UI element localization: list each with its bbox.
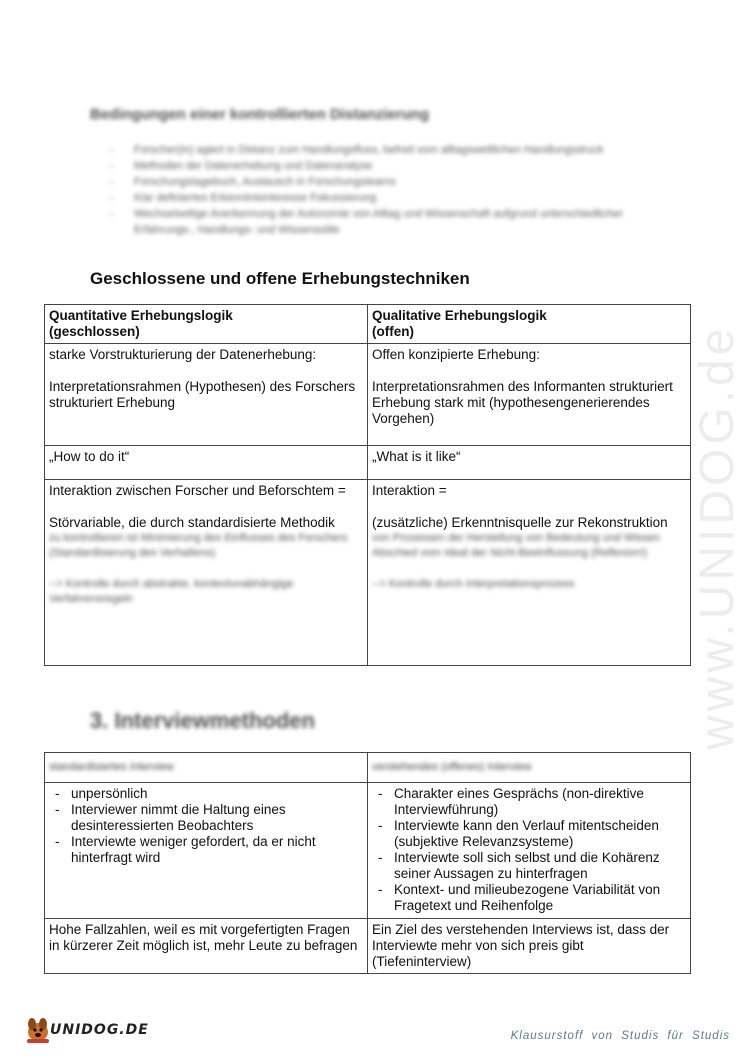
table-header-cell [368,305,691,344]
cell-text: Interaktion zwischen Forscher und Beforschtem = [49,483,346,498]
table-row [45,344,691,446]
intro-list [110,142,650,238]
cell-text: Offen konzipierte Erhebung: [372,347,540,362]
header-line: Quantitative Erhebungslogik [49,308,233,323]
cell-text: Interpretationsrahmen (Hypothesen) des Forschers strukturiert Erhebung [49,379,356,410]
list-item: - Interviewte soll sich selbst und die Kohärenz seiner Aussagen zu hinterfragen [372,850,686,882]
header-line: Qualitative Erhebungslogik [372,308,547,323]
blurred-text: zu kontrollieren ist Minimierung des Einflusses des Forschers (Standardisierung des Verhaltens) [49,532,348,559]
table-cell: „How to do it“ [45,446,368,480]
table-cell: Ein Ziel des verstehenden Interviews ist, dass der Interviewte mehr von sich preis gibt (Tiefeninterview) [368,919,691,974]
table-cell: „What is it like“ [368,446,691,480]
list-item: - Kontext- und milieubezogene Variabilität von Fragetext und Reihenfolge [372,882,686,914]
header-line: (geschlossen) [49,324,140,339]
table-row [45,919,691,974]
watermark-text: www.UNIDOG.de [691,324,744,750]
interview-list-right [372,786,686,914]
table-cell [45,344,368,446]
list-item: - unpersönlich [49,786,363,802]
table-header-cell [45,305,368,344]
list-item: - Interviewte kann den Verlauf mitentscheiden (subjektive Relevanzsysteme) [372,818,686,850]
cell-text: Interaktion = [372,483,447,498]
logo-text: UNIDOG.DE [50,1022,149,1038]
intro-heading: Bedingungen einer kontrollierten Distanzierung [90,106,430,123]
list-item: - Forscher(in) agiert in Distanz zum Handlungsfluss, befreit vom alltagsweltlichen Handlungsdruck [110,142,650,158]
cell-text: Interpretationsrahmen des Informanten strukturiert Erhebung stark mit (hypothesengenerierendes Vorgehen) [372,379,673,426]
list-item: - Wechselseitige Anerkennung der Autonomie von Alltag und Wissenschaft aufgrund unterschiedlicher Erfahrungs-, Handlungs- und Wissensstile [110,206,650,238]
table-row [45,753,691,783]
footer-tagline: Klausurstoff von Studis für Studis [510,1030,730,1042]
table-row [45,305,691,344]
table-cell [45,783,368,919]
table-cell [45,480,368,666]
list-item: - Interviewte weniger gefordert, da er nicht hinterfragt wird [49,834,363,866]
list-item: - Charakter eines Gesprächs (non-direktive Interviewführung) [372,786,686,818]
table-header-cell: verstehendes (offenes) Interview [368,753,691,783]
table-cell [368,480,691,666]
interview-table [44,752,691,974]
table-row [45,446,691,480]
cell-text: starke Vorstrukturierung der Datenerhebung: [49,347,317,362]
header-line: (offen) [372,324,414,339]
table-cell: Hohe Fallzahlen, weil es mit vorgefertigten Fragen in kürzerer Zeit möglich ist, mehr Leute zu befragen [45,919,368,974]
section-title: 3. Interviewmethoden [90,708,315,733]
table-cell [368,344,691,446]
blurred-text: --> Kontrolle durch Interpretationsprozess [372,578,575,590]
dog-icon [27,1018,49,1043]
interview-list-left [49,786,363,866]
table-row [45,480,691,666]
erhebung-table [44,304,691,666]
cell-text: (zusätzliche) Erkenntnisquelle zur Rekonstruktion [372,515,668,530]
list-item: - Interviewer nimmt die Haltung eines desinteressierten Beobachters [49,802,363,834]
list-item: - Klar definiertes Erkenntnisinteresse Fokussierung [110,190,650,206]
cell-text: Störvariable, die durch standardisierte Methodik [49,515,335,530]
list-item: - Forschungstagebuch, Austausch in Forschungsteams [110,174,650,190]
blurred-text: --> Kontrolle durch abstrakte, kontextunabhängige Verfahrensregeln [49,578,294,605]
blurred-text: von Prozessen der Herstellung von Bedeutung und Wissen Abschied vom Ideal der Nicht-Beeinflussung (Reflexion!) [372,532,661,559]
list-item: - Methoden der Datenerhebung und Datenanalyse [110,158,650,174]
table-row [45,783,691,919]
table-header-cell: standardisiertes Interview [45,753,368,783]
table-cell [368,783,691,919]
section-title: Geschlossene und offene Erhebungstechniken [90,269,470,288]
